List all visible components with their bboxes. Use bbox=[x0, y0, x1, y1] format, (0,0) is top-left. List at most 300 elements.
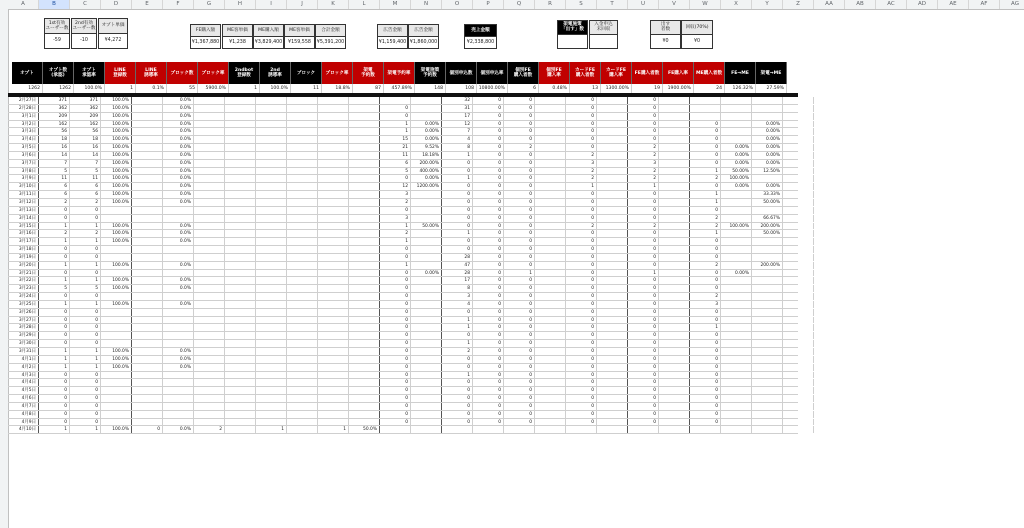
data-cell[interactable]: 0 bbox=[566, 215, 597, 222]
data-cell[interactable] bbox=[535, 270, 566, 277]
data-cell[interactable] bbox=[721, 411, 752, 418]
data-cell[interactable] bbox=[535, 215, 566, 222]
data-cell[interactable]: 16 bbox=[70, 144, 101, 151]
data-cell[interactable]: 7 bbox=[39, 160, 70, 167]
data-cell[interactable] bbox=[225, 136, 256, 143]
data-cell[interactable] bbox=[163, 270, 194, 277]
data-cell[interactable]: 0.00% bbox=[721, 152, 752, 159]
data-cell[interactable] bbox=[721, 105, 752, 112]
data-cell[interactable]: 5 bbox=[70, 285, 101, 292]
data-cell[interactable] bbox=[349, 270, 380, 277]
column-header-g[interactable]: G bbox=[194, 0, 225, 9]
data-cell[interactable]: 0 bbox=[473, 246, 504, 253]
data-cell[interactable] bbox=[597, 317, 628, 324]
data-cell[interactable] bbox=[783, 238, 814, 245]
data-cell[interactable]: 2 bbox=[628, 175, 659, 182]
data-cell[interactable]: 100.0% bbox=[101, 356, 132, 363]
data-cell[interactable]: 0 bbox=[380, 113, 411, 120]
data-cell[interactable]: 0 bbox=[473, 340, 504, 347]
data-cell[interactable]: 0 bbox=[628, 238, 659, 245]
data-cell[interactable] bbox=[535, 277, 566, 284]
data-cell[interactable] bbox=[411, 113, 442, 120]
column-header-t[interactable]: T bbox=[597, 0, 628, 9]
data-cell[interactable]: 0 bbox=[628, 403, 659, 410]
data-cell[interactable] bbox=[318, 199, 349, 206]
data-cell[interactable] bbox=[659, 168, 690, 175]
data-cell[interactable] bbox=[225, 411, 256, 418]
data-cell[interactable] bbox=[783, 419, 814, 426]
data-cell[interactable]: 1 bbox=[380, 238, 411, 245]
data-cell[interactable] bbox=[597, 262, 628, 269]
data-cell[interactable]: 0 bbox=[566, 191, 597, 198]
data-cell[interactable] bbox=[194, 403, 225, 410]
data-cell[interactable] bbox=[287, 419, 318, 426]
data-cell[interactable]: 2 bbox=[690, 223, 721, 230]
data-cell[interactable]: 0 bbox=[504, 332, 535, 339]
date-cell[interactable]: 3月6日 bbox=[8, 152, 39, 159]
data-cell[interactable]: 0 bbox=[380, 301, 411, 308]
data-cell[interactable] bbox=[163, 317, 194, 324]
data-cell[interactable] bbox=[287, 324, 318, 331]
data-cell[interactable] bbox=[132, 97, 163, 104]
data-cell[interactable] bbox=[752, 356, 783, 363]
data-cell[interactable] bbox=[349, 128, 380, 135]
data-cell[interactable]: 12 bbox=[442, 121, 473, 128]
data-cell[interactable] bbox=[659, 105, 690, 112]
column-header-u[interactable]: U bbox=[628, 0, 659, 9]
data-cell[interactable] bbox=[132, 238, 163, 245]
data-cell[interactable] bbox=[411, 199, 442, 206]
data-cell[interactable]: 0 bbox=[628, 121, 659, 128]
data-cell[interactable]: 0.0% bbox=[163, 285, 194, 292]
data-cell[interactable] bbox=[411, 191, 442, 198]
data-cell[interactable] bbox=[597, 152, 628, 159]
data-cell[interactable] bbox=[411, 262, 442, 269]
data-cell[interactable]: 0 bbox=[380, 356, 411, 363]
data-cell[interactable] bbox=[225, 128, 256, 135]
data-cell[interactable] bbox=[163, 340, 194, 347]
data-cell[interactable] bbox=[349, 152, 380, 159]
data-cell[interactable] bbox=[783, 160, 814, 167]
data-cell[interactable]: 1 bbox=[70, 238, 101, 245]
data-cell[interactable] bbox=[535, 128, 566, 135]
data-cell[interactable] bbox=[132, 254, 163, 261]
data-cell[interactable] bbox=[752, 175, 783, 182]
data-cell[interactable]: 0 bbox=[442, 223, 473, 230]
data-cell[interactable] bbox=[287, 348, 318, 355]
data-cell[interactable] bbox=[411, 230, 442, 237]
date-cell[interactable]: 3月8日 bbox=[8, 168, 39, 175]
date-cell[interactable]: 3月2日 bbox=[8, 121, 39, 128]
data-cell[interactable] bbox=[256, 136, 287, 143]
data-cell[interactable] bbox=[411, 364, 442, 371]
data-cell[interactable] bbox=[349, 309, 380, 316]
data-cell[interactable] bbox=[225, 372, 256, 379]
data-cell[interactable] bbox=[256, 356, 287, 363]
data-cell[interactable] bbox=[225, 324, 256, 331]
data-cell[interactable] bbox=[225, 215, 256, 222]
data-cell[interactable] bbox=[256, 262, 287, 269]
data-cell[interactable]: 0 bbox=[473, 356, 504, 363]
column-header-ad[interactable]: AD bbox=[907, 0, 938, 9]
data-cell[interactable] bbox=[132, 419, 163, 426]
data-cell[interactable]: 0 bbox=[566, 340, 597, 347]
data-cell[interactable] bbox=[752, 340, 783, 347]
data-cell[interactable] bbox=[256, 215, 287, 222]
data-cell[interactable] bbox=[194, 340, 225, 347]
data-cell[interactable] bbox=[132, 199, 163, 206]
data-cell[interactable]: 0 bbox=[380, 285, 411, 292]
data-cell[interactable]: 0.0% bbox=[163, 426, 194, 433]
data-cell[interactable] bbox=[349, 136, 380, 143]
data-cell[interactable] bbox=[194, 136, 225, 143]
data-cell[interactable] bbox=[535, 379, 566, 386]
data-cell[interactable] bbox=[783, 403, 814, 410]
data-cell[interactable] bbox=[318, 246, 349, 253]
data-cell[interactable] bbox=[256, 238, 287, 245]
data-cell[interactable] bbox=[349, 230, 380, 237]
data-cell[interactable] bbox=[256, 152, 287, 159]
data-cell[interactable]: 0 bbox=[473, 285, 504, 292]
data-cell[interactable] bbox=[194, 113, 225, 120]
data-cell[interactable] bbox=[752, 324, 783, 331]
data-cell[interactable] bbox=[194, 121, 225, 128]
data-cell[interactable]: 0 bbox=[70, 293, 101, 300]
data-cell[interactable] bbox=[194, 254, 225, 261]
data-cell[interactable] bbox=[783, 246, 814, 253]
data-cell[interactable] bbox=[783, 97, 814, 104]
data-cell[interactable] bbox=[194, 332, 225, 339]
data-cell[interactable] bbox=[318, 105, 349, 112]
data-cell[interactable]: 0 bbox=[690, 285, 721, 292]
data-cell[interactable] bbox=[349, 348, 380, 355]
data-cell[interactable] bbox=[101, 246, 132, 253]
data-cell[interactable] bbox=[721, 293, 752, 300]
column-header-n[interactable]: N bbox=[411, 0, 442, 9]
data-cell[interactable] bbox=[287, 403, 318, 410]
data-cell[interactable] bbox=[597, 168, 628, 175]
data-cell[interactable] bbox=[659, 364, 690, 371]
data-cell[interactable] bbox=[318, 97, 349, 104]
column-header-l[interactable]: L bbox=[349, 0, 380, 9]
data-cell[interactable]: 0 bbox=[566, 254, 597, 261]
data-cell[interactable] bbox=[535, 183, 566, 190]
data-cell[interactable]: 0 bbox=[473, 317, 504, 324]
data-cell[interactable] bbox=[256, 419, 287, 426]
data-cell[interactable]: 2 bbox=[380, 199, 411, 206]
date-cell[interactable]: 3月11日 bbox=[8, 191, 39, 198]
data-cell[interactable] bbox=[318, 113, 349, 120]
data-cell[interactable] bbox=[132, 348, 163, 355]
data-cell[interactable] bbox=[411, 395, 442, 402]
data-cell[interactable]: 1200.00% bbox=[411, 183, 442, 190]
data-cell[interactable] bbox=[721, 246, 752, 253]
date-cell[interactable]: 3月31日 bbox=[8, 348, 39, 355]
data-cell[interactable]: 0 bbox=[70, 270, 101, 277]
data-cell[interactable]: 100.0% bbox=[101, 277, 132, 284]
data-cell[interactable]: 100.0% bbox=[101, 97, 132, 104]
data-cell[interactable] bbox=[349, 387, 380, 394]
data-cell[interactable]: 1 bbox=[39, 364, 70, 371]
data-cell[interactable]: 2 bbox=[690, 293, 721, 300]
data-cell[interactable] bbox=[597, 230, 628, 237]
data-cell[interactable] bbox=[783, 215, 814, 222]
data-cell[interactable] bbox=[659, 293, 690, 300]
data-cell[interactable]: 1 bbox=[442, 340, 473, 347]
data-cell[interactable] bbox=[783, 183, 814, 190]
date-cell[interactable]: 3月1日 bbox=[8, 113, 39, 120]
data-cell[interactable] bbox=[132, 223, 163, 230]
data-cell[interactable]: 0 bbox=[504, 128, 535, 135]
data-cell[interactable]: 0 bbox=[566, 293, 597, 300]
data-cell[interactable] bbox=[783, 324, 814, 331]
data-cell[interactable]: 0 bbox=[566, 207, 597, 214]
data-cell[interactable]: 0 bbox=[628, 277, 659, 284]
data-cell[interactable] bbox=[318, 324, 349, 331]
data-cell[interactable]: 1 bbox=[690, 168, 721, 175]
data-cell[interactable]: 28 bbox=[442, 270, 473, 277]
column-header-f[interactable]: F bbox=[163, 0, 194, 9]
data-cell[interactable] bbox=[256, 113, 287, 120]
data-cell[interactable] bbox=[256, 348, 287, 355]
data-cell[interactable]: 0 bbox=[70, 403, 101, 410]
column-header-af[interactable]: AF bbox=[969, 0, 1000, 9]
data-cell[interactable] bbox=[101, 379, 132, 386]
data-cell[interactable]: 0 bbox=[380, 364, 411, 371]
data-cell[interactable] bbox=[659, 152, 690, 159]
data-cell[interactable] bbox=[225, 348, 256, 355]
data-cell[interactable] bbox=[163, 395, 194, 402]
data-cell[interactable]: 47 bbox=[442, 262, 473, 269]
data-cell[interactable] bbox=[287, 223, 318, 230]
data-cell[interactable] bbox=[535, 364, 566, 371]
data-cell[interactable] bbox=[225, 356, 256, 363]
data-cell[interactable]: 0.0% bbox=[163, 128, 194, 135]
data-cell[interactable] bbox=[535, 262, 566, 269]
date-cell[interactable]: 3月30日 bbox=[8, 340, 39, 347]
data-cell[interactable]: 0 bbox=[70, 254, 101, 261]
data-cell[interactable] bbox=[163, 419, 194, 426]
data-cell[interactable]: 0.0% bbox=[163, 191, 194, 198]
data-cell[interactable]: 0 bbox=[442, 168, 473, 175]
data-cell[interactable] bbox=[318, 317, 349, 324]
data-cell[interactable]: 0 bbox=[473, 254, 504, 261]
data-cell[interactable]: 50.00% bbox=[411, 223, 442, 230]
data-cell[interactable] bbox=[597, 215, 628, 222]
data-cell[interactable]: 0 bbox=[442, 246, 473, 253]
data-cell[interactable]: 100.0% bbox=[101, 199, 132, 206]
data-cell[interactable]: 0 bbox=[473, 293, 504, 300]
data-cell[interactable] bbox=[256, 254, 287, 261]
data-cell[interactable]: 2 bbox=[566, 223, 597, 230]
data-cell[interactable]: 0 bbox=[473, 332, 504, 339]
data-cell[interactable]: 0.00% bbox=[752, 160, 783, 167]
data-cell[interactable]: 1 bbox=[442, 317, 473, 324]
data-cell[interactable]: 0 bbox=[504, 403, 535, 410]
data-cell[interactable] bbox=[132, 113, 163, 120]
data-cell[interactable] bbox=[101, 332, 132, 339]
data-cell[interactable] bbox=[659, 332, 690, 339]
data-cell[interactable] bbox=[318, 238, 349, 245]
data-cell[interactable]: 0 bbox=[39, 293, 70, 300]
data-cell[interactable] bbox=[659, 387, 690, 394]
data-cell[interactable] bbox=[194, 277, 225, 284]
data-cell[interactable]: 0 bbox=[39, 324, 70, 331]
data-cell[interactable] bbox=[783, 223, 814, 230]
data-cell[interactable] bbox=[721, 419, 752, 426]
data-cell[interactable] bbox=[132, 160, 163, 167]
data-cell[interactable] bbox=[535, 191, 566, 198]
data-cell[interactable]: 8 bbox=[442, 285, 473, 292]
date-cell[interactable]: 2月27日 bbox=[8, 97, 39, 104]
data-cell[interactable] bbox=[225, 364, 256, 371]
data-cell[interactable]: 0 bbox=[504, 293, 535, 300]
data-cell[interactable] bbox=[318, 372, 349, 379]
data-cell[interactable]: 0 bbox=[690, 152, 721, 159]
data-cell[interactable]: 0 bbox=[442, 387, 473, 394]
data-cell[interactable] bbox=[225, 230, 256, 237]
data-cell[interactable]: 0 bbox=[504, 395, 535, 402]
data-cell[interactable] bbox=[225, 387, 256, 394]
data-cell[interactable] bbox=[411, 419, 442, 426]
data-cell[interactable] bbox=[132, 395, 163, 402]
data-cell[interactable] bbox=[349, 168, 380, 175]
data-cell[interactable]: 100.0% bbox=[101, 160, 132, 167]
data-cell[interactable] bbox=[256, 340, 287, 347]
date-cell[interactable]: 3月23日 bbox=[8, 285, 39, 292]
data-cell[interactable] bbox=[101, 395, 132, 402]
data-cell[interactable]: 0 bbox=[566, 332, 597, 339]
data-cell[interactable]: 0 bbox=[442, 160, 473, 167]
data-cell[interactable]: 0 bbox=[473, 215, 504, 222]
data-cell[interactable] bbox=[194, 191, 225, 198]
data-cell[interactable] bbox=[225, 207, 256, 214]
data-cell[interactable] bbox=[132, 356, 163, 363]
data-cell[interactable] bbox=[690, 426, 721, 433]
data-cell[interactable] bbox=[287, 152, 318, 159]
column-header-b[interactable]: B bbox=[39, 0, 70, 9]
data-cell[interactable] bbox=[783, 395, 814, 402]
data-cell[interactable] bbox=[256, 144, 287, 151]
data-cell[interactable] bbox=[721, 364, 752, 371]
data-cell[interactable] bbox=[256, 309, 287, 316]
data-cell[interactable]: 209 bbox=[70, 113, 101, 120]
data-cell[interactable] bbox=[287, 113, 318, 120]
data-cell[interactable]: 0 bbox=[39, 340, 70, 347]
data-cell[interactable]: 0 bbox=[442, 395, 473, 402]
data-cell[interactable] bbox=[411, 426, 442, 433]
data-cell[interactable] bbox=[597, 199, 628, 206]
data-cell[interactable] bbox=[597, 238, 628, 245]
data-cell[interactable]: 0 bbox=[39, 387, 70, 394]
data-cell[interactable] bbox=[194, 128, 225, 135]
data-cell[interactable] bbox=[721, 215, 752, 222]
data-cell[interactable] bbox=[349, 340, 380, 347]
data-cell[interactable]: 6 bbox=[70, 183, 101, 190]
data-cell[interactable] bbox=[132, 191, 163, 198]
data-cell[interactable] bbox=[721, 403, 752, 410]
data-cell[interactable]: 0 bbox=[380, 372, 411, 379]
data-cell[interactable]: 0 bbox=[690, 128, 721, 135]
data-cell[interactable]: 0 bbox=[70, 372, 101, 379]
data-cell[interactable] bbox=[318, 364, 349, 371]
data-cell[interactable] bbox=[318, 191, 349, 198]
data-cell[interactable] bbox=[132, 364, 163, 371]
data-cell[interactable] bbox=[752, 270, 783, 277]
data-cell[interactable]: 0 bbox=[566, 238, 597, 245]
data-cell[interactable]: 0 bbox=[504, 356, 535, 363]
data-cell[interactable] bbox=[597, 97, 628, 104]
data-cell[interactable] bbox=[287, 230, 318, 237]
data-cell[interactable]: 2 bbox=[194, 426, 225, 433]
data-cell[interactable] bbox=[535, 301, 566, 308]
data-cell[interactable]: 1 bbox=[380, 128, 411, 135]
data-cell[interactable] bbox=[597, 332, 628, 339]
data-cell[interactable] bbox=[535, 395, 566, 402]
data-cell[interactable]: 100.0% bbox=[101, 136, 132, 143]
data-cell[interactable] bbox=[194, 262, 225, 269]
data-cell[interactable]: 0 bbox=[628, 411, 659, 418]
data-cell[interactable] bbox=[535, 426, 566, 433]
data-cell[interactable]: 0.0% bbox=[163, 199, 194, 206]
data-cell[interactable]: 17 bbox=[442, 113, 473, 120]
data-cell[interactable] bbox=[163, 293, 194, 300]
data-cell[interactable] bbox=[163, 309, 194, 316]
date-cell[interactable]: 3月29日 bbox=[8, 332, 39, 339]
data-cell[interactable] bbox=[318, 207, 349, 214]
data-cell[interactable]: 1 bbox=[70, 348, 101, 355]
data-cell[interactable]: 0 bbox=[504, 183, 535, 190]
data-cell[interactable] bbox=[597, 277, 628, 284]
data-cell[interactable]: 0 bbox=[628, 348, 659, 355]
data-cell[interactable] bbox=[349, 144, 380, 151]
data-cell[interactable] bbox=[287, 175, 318, 182]
data-cell[interactable] bbox=[287, 191, 318, 198]
data-cell[interactable] bbox=[597, 364, 628, 371]
data-cell[interactable] bbox=[721, 372, 752, 379]
data-cell[interactable]: 2 bbox=[380, 230, 411, 237]
data-cell[interactable] bbox=[132, 215, 163, 222]
data-cell[interactable] bbox=[659, 379, 690, 386]
data-cell[interactable] bbox=[597, 223, 628, 230]
data-cell[interactable] bbox=[597, 191, 628, 198]
data-cell[interactable] bbox=[163, 254, 194, 261]
data-cell[interactable] bbox=[132, 152, 163, 159]
data-cell[interactable]: 50.0% bbox=[349, 426, 380, 433]
data-cell[interactable] bbox=[411, 277, 442, 284]
data-cell[interactable] bbox=[318, 379, 349, 386]
data-cell[interactable]: 0 bbox=[504, 348, 535, 355]
data-cell[interactable] bbox=[659, 175, 690, 182]
data-cell[interactable] bbox=[101, 340, 132, 347]
data-cell[interactable] bbox=[752, 332, 783, 339]
data-cell[interactable]: 3 bbox=[442, 293, 473, 300]
data-cell[interactable] bbox=[411, 332, 442, 339]
data-cell[interactable]: 100.0% bbox=[101, 191, 132, 198]
data-cell[interactable] bbox=[256, 121, 287, 128]
date-cell[interactable]: 3月4日 bbox=[8, 136, 39, 143]
data-cell[interactable] bbox=[721, 113, 752, 120]
data-cell[interactable]: 7 bbox=[70, 160, 101, 167]
data-cell[interactable] bbox=[597, 356, 628, 363]
data-cell[interactable] bbox=[194, 309, 225, 316]
data-cell[interactable] bbox=[256, 175, 287, 182]
data-cell[interactable]: 371 bbox=[39, 97, 70, 104]
data-cell[interactable]: 1 bbox=[318, 426, 349, 433]
data-cell[interactable]: 0 bbox=[690, 364, 721, 371]
data-cell[interactable]: 0 bbox=[473, 175, 504, 182]
data-cell[interactable]: 0 bbox=[380, 348, 411, 355]
